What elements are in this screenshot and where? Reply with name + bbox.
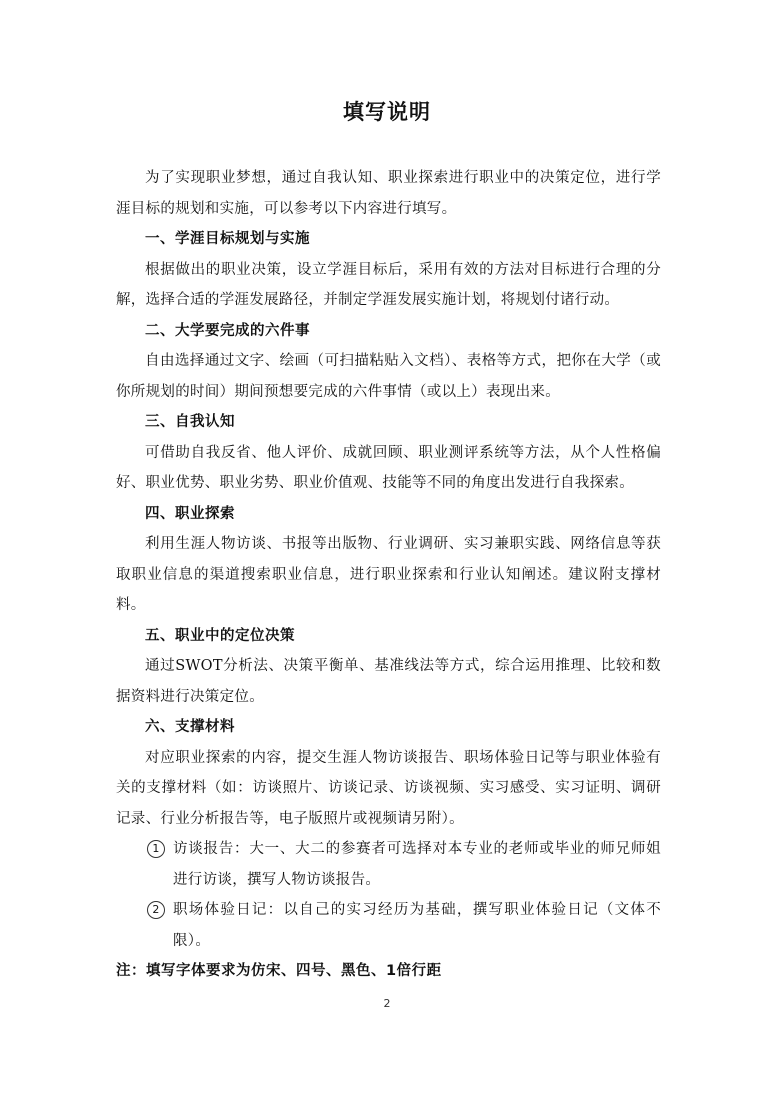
section-body-goals: 根据做出的职业决策，设立学涯目标后，采用有效的方法对目标进行合理的分解，选择合适的学涯发展路径，并制定学涯发展实施计划，将规划付诸行动。 <box>116 261 661 308</box>
list-item-text: 访谈报告：大一、大二的参赛者可选择对本专业的老师或毕业的师兄师姐进行访谈，撰写人物访谈报告。 <box>173 841 661 888</box>
section-heading-goals: 一、学涯目标规划与实施 <box>145 231 310 247</box>
document-body <box>116 163 661 987</box>
page-number: 2 <box>383 997 391 1010</box>
circled-number: 2 <box>147 901 165 919</box>
format-note: 注：填写字体要求为仿宋、四号、黑色、1倍行距 <box>116 963 442 979</box>
list-item-text: 职场体验日记：以自己的实习经历为基础，撰写职业体验日记（文体不限）。 <box>173 902 661 949</box>
section-body-supporting-materials: 对应职业探索的内容，提交生涯人物访谈报告、职场体验日记等与职业体验有关的支撑材料（如：访谈照片、访谈记录、访谈视频、实习感受、实习证明、调研记录、行业分析报告等，电子版照片或视频请另附）。 <box>116 749 661 827</box>
section-body-six-things: 自由选择通过文字、绘画（可扫描粘贴入文档）、表格等方式，把你在大学（或你所规划的时间）期间预想要完成的六件事情（或以上）表现出来。 <box>116 353 661 400</box>
section-heading-supporting-materials: 六、支撑材料 <box>145 719 235 735</box>
section-heading-positioning: 五、职业中的定位决策 <box>145 627 295 644</box>
section-body-career-exploration: 利用生涯人物访谈、书报等出版物、行业调研、实习兼职实践、网络信息等获取职业信息的渠道搜索职业信息，进行职业探索和行业认知阐述。建议附支撑材料。 <box>116 536 661 613</box>
list-item <box>116 834 661 895</box>
section-heading-career-exploration: 四、职业探索 <box>145 505 235 522</box>
section-body-self-awareness: 可借助自我反省、他人评价、成就回顾、职业测评系统等方法，从个人性格偏好、职业优势、职业劣势、职业价值观、技能等不同的角度出发进行自我探索。 <box>116 444 661 491</box>
section-body-positioning: 通过SWOT分析法、决策平衡单、基准线法等方式，综合运用推理、比较和数据资料进行决策定位。 <box>116 658 661 705</box>
section-heading-self-awareness: 三、自我认知 <box>145 414 235 430</box>
section-heading-six-things: 二、大学要完成的六件事 <box>145 322 310 339</box>
intro-paragraph: 为了实现职业梦想，通过自我认知、职业探索进行职业中的决策定位，进行学涯目标的规划和实施，可以参考以下内容进行填写。 <box>116 170 661 217</box>
page-title: 填写说明 <box>343 100 431 124</box>
circled-number: 1 <box>147 840 165 858</box>
list-item <box>116 895 661 956</box>
